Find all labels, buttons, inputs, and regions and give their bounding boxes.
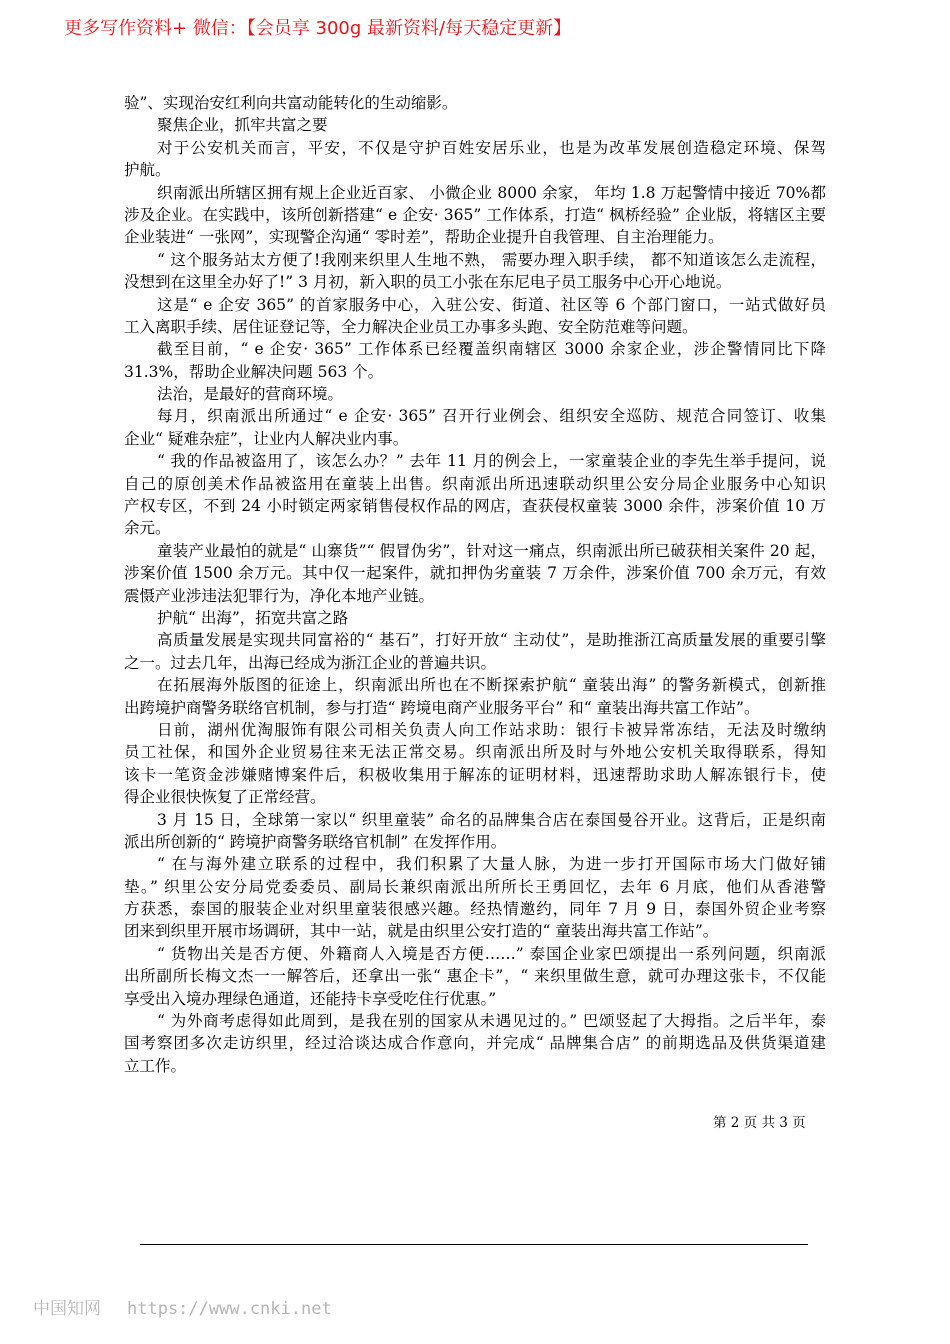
text-line: 对于公安机关而言，平安，不仅是守护百姓安居乐业，也是为改革发展创造稳定环境、保驾 (157, 138, 826, 157)
paragraph (124, 1010, 826, 1077)
text-line: 震慑产业涉违法犯罪行为，净化本地产业链。 (124, 586, 435, 605)
text-line: “ 我的作品被盗用了，该怎么办？” 去年 11 月的例会上，一家童装企业的李先生举手提问，说 (157, 452, 826, 471)
paragraph (124, 137, 826, 182)
paragraph (124, 405, 826, 450)
text-line: “ 这个服务站太方便了!我刚来织里人生地不熟， 需要办理入职手续， 都不知道该怎么走流程， (157, 250, 826, 269)
paragraph (124, 719, 826, 809)
text-line: 国考察团多次走访织里，经过洽谈达成合作意向，并完成“ 品牌集合店” 的前期选品及供货渠道建 (124, 1034, 826, 1053)
text-line: “ 货物出关是否方便、外籍商人入境是否方便……” 泰国企业家巴颂提出一系列问题，织南派 (157, 944, 826, 963)
text-line: 该卡一笔资金涉嫌赌博案件后，积极收集用于解冻的证明材料，迅速帮助求助人解冻银行卡，使 (124, 765, 826, 784)
text-line: 享受出入境办理绿色通道，还能持卡享受吃住行优惠。” (124, 989, 497, 1008)
paragraph (124, 114, 826, 136)
footer-divider (140, 1244, 808, 1245)
text-line: 31.3%，帮助企业解决问题 563 个。 (124, 362, 384, 381)
text-line: 在拓展海外版图的征途上，织南派出所也在不断探索护航“ 童装出海” 的警务新模式，创新推 (157, 676, 826, 695)
paragraph (124, 338, 826, 383)
paragraph (124, 182, 826, 249)
text-line: 护航“ 出海”，拓宽共富之路 (157, 608, 349, 627)
text-line: 每月，织南派出所通过“ e 企安· 365” 召开行业例会、组织安全巡防、规范合同签订、收集 (157, 407, 826, 426)
cnki-watermark (33, 1294, 332, 1319)
text-line: 工入离职手续、居住证登记等，全力解决企业员工办事多头跑、安全防范难等问题。 (124, 317, 698, 336)
text-line: 企业装进“ 一张网”，实现警企沟通“ 零时差”，帮助企业提升自我管理、自主治理能力。 (124, 228, 724, 247)
article-body (124, 92, 826, 1077)
text-line: 之一。过去几年，出海已经成为浙江企业的普遍共识。 (124, 653, 497, 672)
text-line: 3 月 15 日，全球第一家以“ 织里童装” 命名的品牌集合店在泰国曼谷开业。这背后，正是织南 (157, 810, 826, 829)
text-line: 企业“ 疑难杂症”，让业内人解决业内事。 (124, 429, 409, 448)
paragraph (124, 607, 826, 629)
paragraph (124, 294, 826, 339)
text-line: 团来到织里开展市场调研，其中一站，就是由织里公安打造的“ 童装出海共富工作站”。 (124, 922, 719, 941)
text-line: 产权专区，不到 24 小时锁定两家销售侵权作品的网店，查获侵权童装 3000 余件，涉案价值 10 万 (124, 497, 826, 516)
text-line: 立工作。 (124, 1056, 187, 1075)
cnki-url: https://www.cnki.net (127, 1299, 332, 1319)
text-line: 日前，湖州优淘服饰有限公司相关负责人向工作站求助：银行卡被异常冻结，无法及时缴纳 (157, 720, 826, 739)
text-line: 员工社保，和国外企业贸易往来无法正常交易。织南派出所及时与外地公安机关取得联系，得知 (124, 743, 826, 762)
promo-banner: 更多写作资料+ 微信：【会员享 300g 最新资料/每天稳定更新】 (64, 18, 572, 39)
paragraph (124, 450, 826, 540)
text-line: 法治，是最好的营商环境。 (157, 385, 344, 404)
text-line: 截至目前，“ e 企安· 365” 工作体系已经覆盖织南辖区 3000 余家企业，涉企警情同比下降 (157, 340, 826, 359)
page-number: 第 2 页 共 3 页 (713, 1115, 806, 1131)
text-line: 派出所创新的“ 跨境护商警务联络官机制” 在发挥作用。 (124, 832, 507, 851)
paragraph (124, 629, 826, 674)
text-line: 垫。” 织里公安分局党委委员、副局长兼织南派出所所长王勇回忆，去年 6 月底，他们从香港警 (124, 877, 826, 896)
paragraph (124, 674, 826, 719)
text-line: 出所副所长梅文杰一一解答后，还拿出一张“ 惠企卡”，“ 来织里做生意，就可办理这张卡，不仅能 (124, 967, 826, 986)
text-line: 护航。 (124, 161, 171, 180)
text-line: 涉案价值 1500 余万元。其中仅一起案件，就扣押伪劣童装 7 万余件，涉案价值 700 余万元，有效 (124, 564, 826, 583)
paragraph (124, 540, 826, 607)
paragraph (124, 383, 826, 405)
paragraph (124, 249, 826, 294)
text-line: 出跨境护商警务联络官机制，参与打造“ 跨境电商产业服务平台” 和“ 童装出海共富工作站”。 (124, 698, 760, 717)
text-line: 自己的原创美术作品被盗用在童装上出售。织南派出所迅速联动织里公安分局企业服务中心知识 (124, 474, 826, 493)
text-line: 这是“ e 企安 365” 的首家服务中心，入驻公安、街道、社区等 6 个部门窗口，一站式做好员 (157, 295, 826, 314)
text-line: 没想到在这里全办好了!” 3 月初，新入职的员工小张在东尼电子员工服务中心开心地说。 (124, 273, 732, 292)
text-line: 验”、实现治安红利向共富动能转化的生动缩影。 (124, 94, 458, 112)
text-line: 余元。 (124, 519, 171, 538)
paragraph (124, 943, 826, 1010)
paragraph (124, 809, 826, 854)
text-line: 得企业很快恢复了正常经营。 (124, 788, 326, 807)
text-line: 高质量发展是实现共同富裕的“ 基石”，打好开放“ 主动仗”，是助推浙江高质量发展的重要引擎 (157, 631, 826, 650)
text-line: “ 在与海外建立联系的过程中，我们积累了大量人脉，为进一步打开国际市场大门做好铺 (157, 855, 826, 874)
text-line: 织南派出所辖区拥有规上企业近百家、 小微企业 8000 余家， 年均 1.8 万起警情中接近 70%都 (157, 183, 826, 202)
text-line: “ 为外商考虑得如此周到，是我在别的国家从未遇见过的。” 巴颂竖起了大拇指。之后半年，泰 (157, 1012, 826, 1031)
text-line: 童装产业最怕的就是“ 山寨货”“ 假冒伪劣”，针对这一痛点，织南派出所已破获相关案件 20 起， (157, 541, 826, 560)
text-line: 方获悉，泰国的服装企业对织里童装很感兴趣。经热情邀约，同年 7 月 9 日，泰国外贸企业考察 (124, 900, 826, 919)
paragraph (124, 853, 826, 943)
text-line: 涉及企业。在实践中，该所创新搭建“ e 企安· 365” 工作体系，打造“ 枫桥经验” 企业版，将辖区主要 (124, 205, 826, 224)
paragraph (124, 92, 826, 114)
text-line: 聚焦企业，抓牢共富之要 (157, 116, 328, 135)
cnki-name: 中国知网 (33, 1299, 101, 1319)
